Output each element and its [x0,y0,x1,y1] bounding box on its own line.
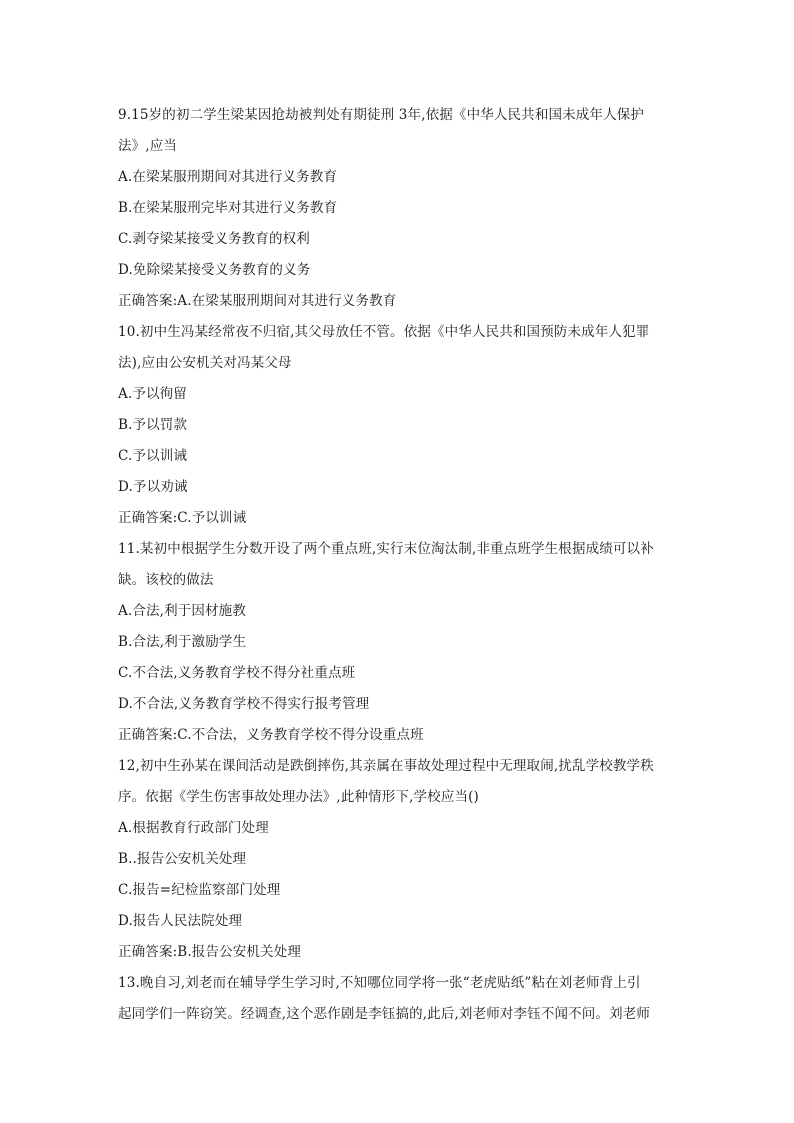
question-10-option-b: B.予以罚款 [118,417,188,433]
question-10-option-c: C.予以训诫 [118,448,188,464]
question-12-option-d: D.报告人民法院处理 [118,913,243,929]
question-13-stem-line-2: 起同学们一阵窃笑。经调查,这个恶作剧是李钰搞的,此后,刘老师对李钰不闻不问。刘老师 [118,1006,651,1022]
question-11-option-a: A.合法,利于因材施教 [118,603,246,619]
question-12-option-a: A.根据教育行政部门处理 [118,820,269,836]
question-9-answer: 正确答案:A.在梁某服刑期间对其进行义务教育 [118,293,397,309]
question-9-option-c: C.剥夺梁某接受义务教育的权利 [118,231,310,247]
question-11-answer: 正确答案:C.不合法，义务教育学校不得分设重点班 [118,727,424,743]
question-10-option-a: A.予以徇留 [118,386,187,402]
question-11-option-c: C.不合法,义务教育学校不得分社重点班 [118,665,356,681]
question-11-option-b: B.合法,利于激励学生 [118,634,247,650]
question-12-stem-line-1: 12,初中生孙某在课间活动是跌倒摔伤,其亲属在事故处理过程中无理取闹,扰乱学校教学秩 [118,758,654,774]
question-10-stem-line-2: 法),应由公安机关对冯某父母 [118,355,292,371]
question-10-option-d: D.予以劝诫 [118,479,188,495]
question-13-stem-line-1: 13.晚自习,刘老而在辅导学生学习时,不知哪位同学将一张“老虎贴纸”粘在刘老师背上引 [118,975,641,991]
question-9-stem-line-2: 法》,应当 [118,138,178,154]
document-body [118,100,680,1030]
question-12-option-c: C.报告=纪检监察部门处理 [118,882,281,898]
question-9-option-d: D.免除梁某接受义务教育的义务 [118,262,311,278]
question-10-answer: 正确答案:C.予以训诫 [118,510,247,526]
question-10-stem-line-1: 10.初中生冯某经常夜不归宿,其父母放任不管。依据《中华人民共和国预防未成年人犯罪 [118,324,650,340]
question-9-option-a: A.在梁某服刑期间对其进行义务教育 [118,169,338,185]
question-11-option-d: D.不合法,义务教育学校不得实行报考管理 [118,696,370,712]
question-11-stem-line-1: 11.某初中根据学生分数开设了两个重点班,实行末位淘汰制,非重点班学生根据成绩可以补 [118,541,654,557]
question-9-stem-line-1: 9.15岁的初二学生梁某因抢劫被判处有期徒刑 3年,依据《中华人民共和国未成年人保护 [118,107,645,123]
question-9-option-b: B.在梁某服刑完毕对其进行义务教育 [118,200,338,216]
question-12-option-b: B..报告公安机关处理 [118,851,247,867]
question-12-stem-line-2: 序。依据《学生伤害事故处理办法》,此种情形下,学校应当() [118,789,479,805]
question-12-answer: 正确答案:B.报告公安机关处理 [118,944,302,960]
question-11-stem-line-2: 缺。该校的做法 [118,572,214,588]
